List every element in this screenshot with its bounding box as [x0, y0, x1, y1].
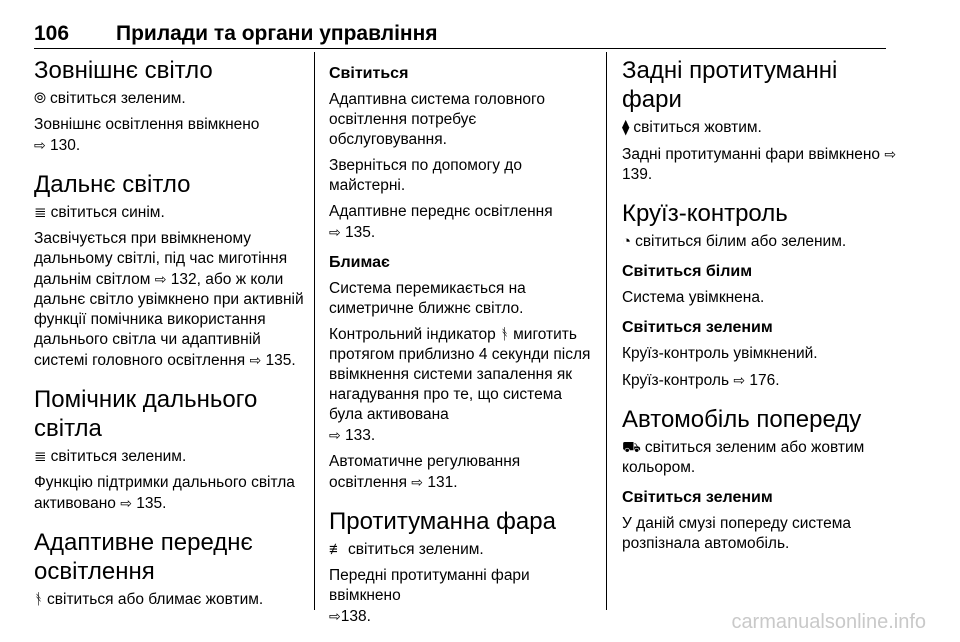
page-ref-icon: ⇨: [329, 427, 341, 443]
front-fog-icon: ≢: [329, 541, 344, 558]
front-fog-info: Передні протитуманні фари ввімкнено ⇨138.: [329, 567, 530, 625]
auto-light-text: Автоматичне регулювання освітлення ⇨ 131.: [329, 453, 521, 491]
page-title: Прилади та органи управління: [116, 22, 438, 45]
subheading-flashing: Блимає: [329, 254, 390, 271]
page-ref-icon: ⇨: [154, 271, 167, 287]
rear-fog-icon: ⧫: [622, 119, 630, 136]
afl-service-text: Адаптивна система головного освітлення потребує обслуговування.: [329, 91, 545, 148]
exterior-light-status: ⦾ світиться зеленим.: [34, 90, 186, 107]
section-title-high-beam: Дальнє світло: [34, 171, 191, 198]
section-title-high-beam-assist: Помічник дальнього світла: [34, 386, 258, 442]
section-title-adaptive-light: Адаптивне переднє освітлення: [34, 529, 253, 585]
rear-fog-status: ⧫ світиться жовтим.: [622, 119, 762, 136]
column-3: [622, 56, 897, 560]
subheading-lit-green: Світиться зеленим: [622, 319, 773, 336]
high-beam-status: ≣ світиться синім.: [34, 204, 165, 221]
section-title-rear-fog: Задні протитуманні фари: [622, 57, 838, 113]
vehicle-ahead-info: У даній смузі попереду система розпізнала автомобіль.: [622, 515, 851, 552]
high-beam-info: Засвічується при ввімкненому дальньому світлі, під час миготіння дальнім світлом ⇨ 132, або ж коли дальнє світло увімкнено при активній функції помічника використання дальнього світла чи адаптивній системі головного освітлення ⇨ 135.: [34, 230, 304, 369]
cruise-ref-text: Круїз-контроль ⇨ 176.: [622, 372, 780, 389]
afl-ref-text: Адаптивне переднє освітлення ⇨ 135.: [329, 203, 553, 241]
vehicle-ahead-icon: ⛟: [622, 439, 641, 456]
page-ref-icon: ⇨: [329, 608, 341, 624]
rear-fog-info: Задні протитуманні фари ввімкнено ⇨ 139.: [622, 146, 897, 183]
afl-workshop-text: Зверніться по допомогу до майстерні.: [329, 157, 522, 194]
cruise-on-text: Система увімкнена.: [622, 289, 765, 306]
section-title-cruise-control: Круїз-контроль: [622, 200, 788, 227]
section-title-front-fog: Протитуманна фара: [329, 508, 556, 535]
exterior-light-icon: ⦾: [34, 90, 47, 107]
exterior-light-info: Зовнішнє освітлення ввімкнено ⇨ 130.: [34, 116, 260, 154]
section-title-exterior-light: Зовнішнє світло: [34, 57, 213, 84]
subheading-lit: Світиться: [329, 65, 409, 82]
front-fog-status: ≢ світиться зеленим.: [329, 541, 484, 558]
page-ref-icon: ⇨: [884, 146, 897, 162]
page-ref-icon: ⇨: [329, 224, 341, 240]
high-beam-assist-status: ≣ світиться зеленим.: [34, 448, 187, 465]
column-divider: [314, 52, 315, 610]
adaptive-light-icon: ᚬ: [34, 591, 44, 608]
section-title-vehicle-ahead: Автомобіль попереду: [622, 406, 862, 433]
column-2: [329, 56, 594, 633]
high-beam-assist-info: Функцію підтримки дальнього світла активовано ⇨ 135.: [34, 474, 295, 512]
adaptive-light-status: ᚬ світиться або блимає жовтим.: [34, 591, 264, 608]
cruise-control-icon: ◔: [622, 233, 632, 250]
page-ref-icon: ⇨: [120, 495, 132, 511]
high-beam-icon: ≣: [34, 204, 47, 221]
column-divider: [606, 52, 607, 610]
page-ref-icon: ⇨: [733, 372, 746, 388]
column-1: [34, 56, 304, 616]
cruise-active-text: Круїз-контроль увімкнений.: [622, 345, 818, 362]
page-number: 106: [34, 22, 70, 45]
subheading-lit-green-2: Світиться зеленим: [622, 489, 773, 506]
subheading-lit-white: Світиться білим: [622, 263, 753, 280]
vehicle-ahead-status: ⛟ світиться зеленим або жовтим кольором.: [622, 439, 865, 476]
afl-indicator-text: Контрольний індикатор ᚬ миготить протягом приблизно 4 секунди після ввімкнення системи запалення як нагадування про те, що система була активована ⇨ 133.: [329, 326, 591, 444]
afl-symmetric-text: Система перемикається на симетричне ближнє світло.: [329, 280, 526, 317]
page-ref-icon: ⇨: [34, 137, 46, 153]
header-rule: [34, 48, 886, 49]
watermark: carmanualsonline.info: [731, 611, 926, 633]
cruise-control-status: ◔ світиться білим або зеленим.: [622, 233, 847, 250]
adaptive-light-icon: ᚬ: [500, 326, 510, 343]
high-beam-assist-icon: ≣: [34, 448, 47, 465]
page-header: [34, 17, 926, 49]
page-ref-icon: ⇨: [411, 474, 424, 490]
page-ref-icon: ⇨: [249, 352, 262, 368]
